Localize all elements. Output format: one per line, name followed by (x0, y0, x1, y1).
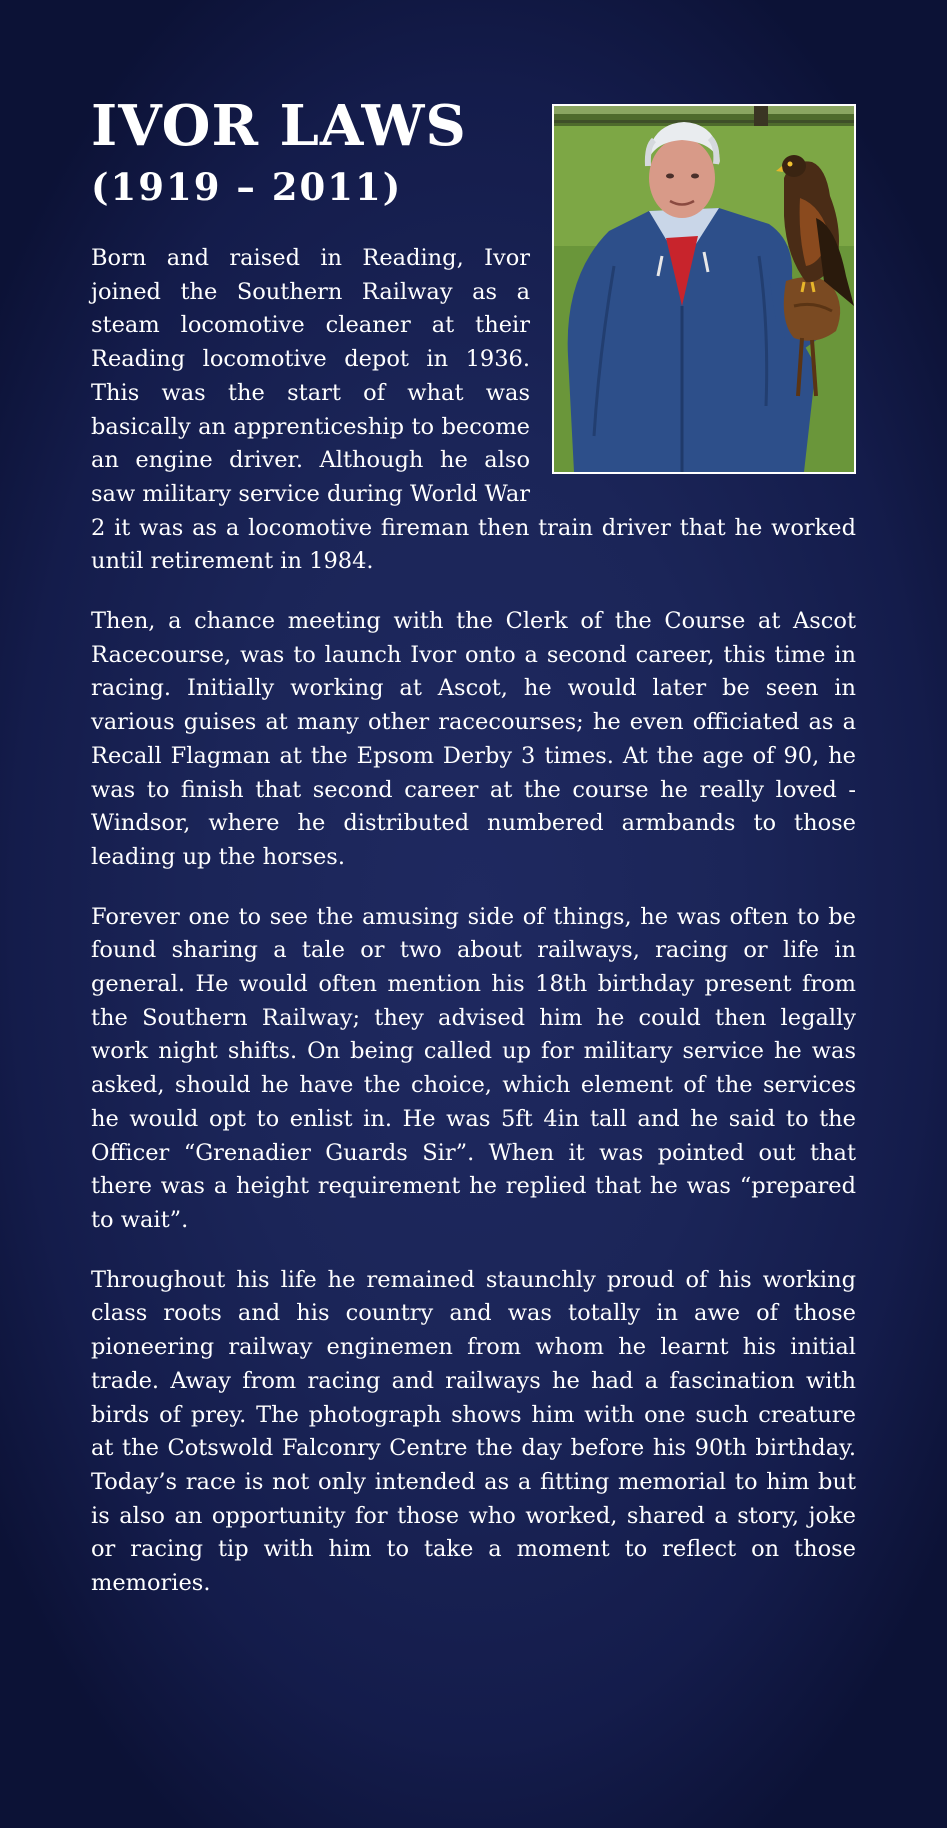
bio-paragraph-anecdotes: Forever one to see the amusing side of things, he was often to be found sharing a tale or two about railways, racing or life in general. He would often mention his 18th birthday present from the Southern Railway; they advised him he could then legally work night shifts. On being called up for military service he was asked, should he have the choice, which element of the services he would opt to enlist in. He was 5ft 4in tall and he said to the Officer “Grenadier Guards Sir”. When it was pointed out that there was a height requirement he replied that he was “prepared to wait”. (91, 903, 856, 1233)
memorial-dates: (1919 – 2011) (91, 165, 403, 209)
bio-paragraph-racing-career: Then, a chance meeting with the Clerk of the Course at Ascot Racecourse, was to launch Ivor onto a second career, this time in racing. Initially working at Ascot, he would later be seen in various guises at many other racecourses; he even officiated as a Recall Flagman at the Epsom Derby 3 times. At the age of 90, he was to finish that second career at the course he really loved - Windsor, where he distributed numbered armbands to those leading up the horses. (91, 608, 856, 870)
memorial-content (91, 92, 856, 1627)
portrait-photo-with-hawk (554, 106, 854, 472)
memorial-photo (552, 104, 856, 474)
bio-paragraph-early-life: Born and raised in Reading, Ivor joined the Southern Railway as a steam locomotive cleaner at their Reading locomotive depot in 1936. This was the start of what was basically an apprenticeship to become an engine driver. Although he also saw military service during World War 2 it was as a locomotive fireman then train driver that he worked until retirement in 1984. (91, 245, 856, 575)
memorial-name-title: IVOR LAWS (91, 93, 467, 159)
bio-paragraph-legacy: Throughout his life he remained staunchly proud of his working class roots and his country and was totally in awe of those pioneering railway enginemen from whom he learnt his initial trade. Away from racing and railways he had a fascination with birds of prey. The photograph shows him with one such creature at the Cotswold Falconry Centre the day before his 90th birthday. Today’s race is not only intended as a fitting memorial to him but is also an opportunity for those who worked, shared a story, joke or racing tip with him to take a moment to reflect on those memories. (91, 1266, 856, 1597)
